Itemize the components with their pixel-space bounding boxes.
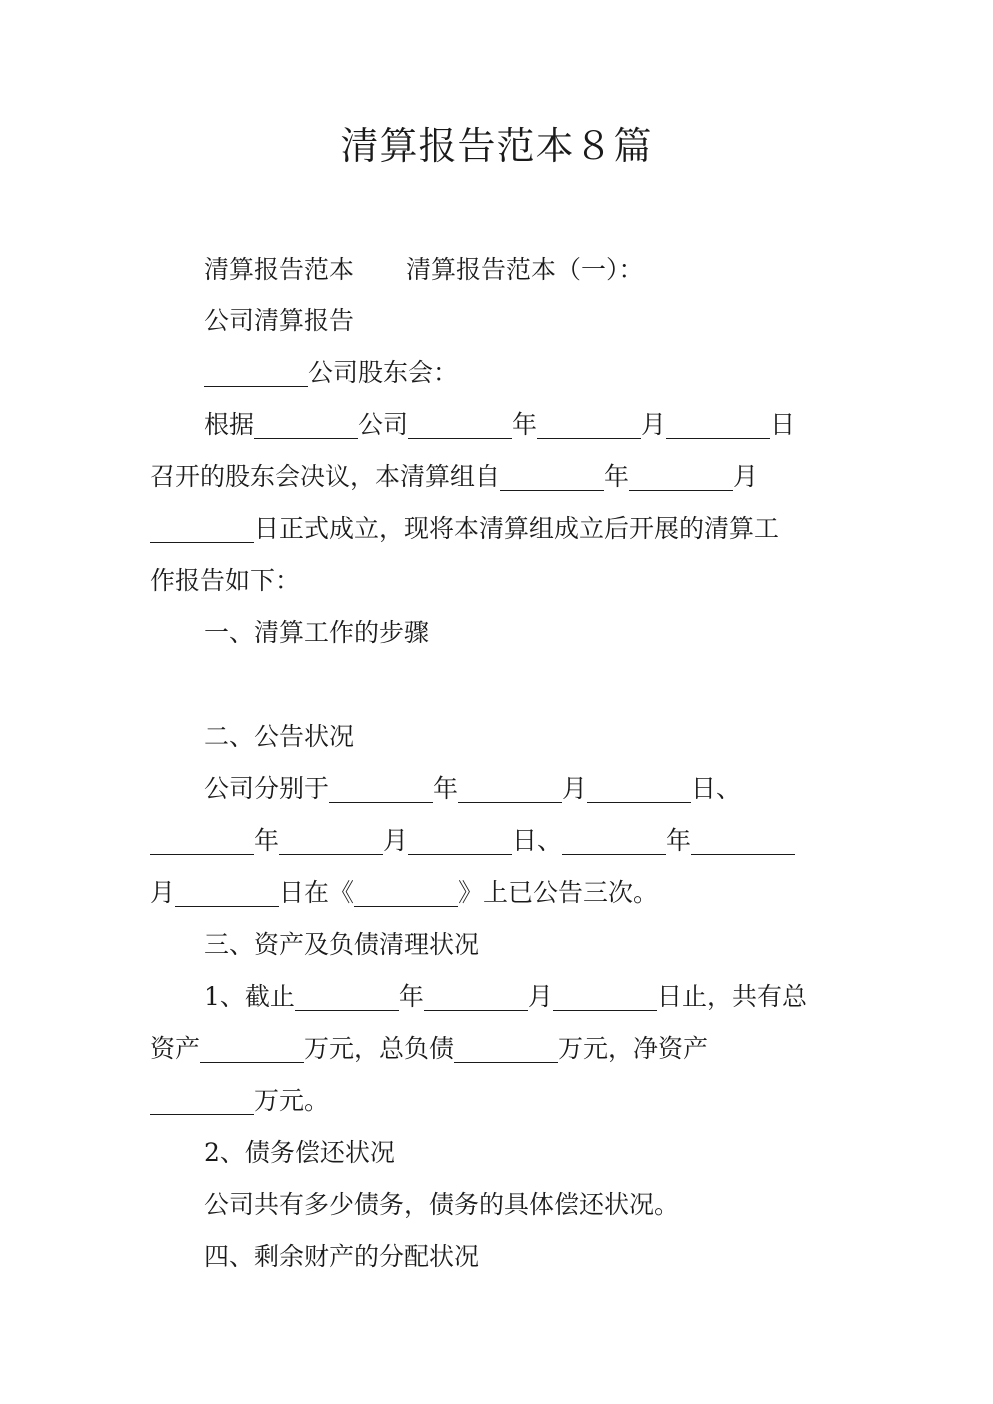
paragraph-line: 公司共有多少债务，债务的具体偿还状况。 <box>204 1190 680 1219</box>
paragraph-line: 作报告如下： <box>150 566 301 595</box>
paragraph-line <box>150 821 840 861</box>
text: 根据 <box>204 410 255 439</box>
text: 月 <box>383 826 409 855</box>
text: 日 <box>770 410 796 439</box>
blank-field <box>666 408 770 439</box>
section-heading-4: 四、剩余财产的分配状况 <box>204 1242 480 1271</box>
text: 月 <box>562 774 588 803</box>
paragraph-line <box>204 405 894 445</box>
paragraph-line <box>150 1081 840 1121</box>
intro-text-a: 清算报告范本 <box>204 255 355 284</box>
text: 公司分别于 <box>204 774 330 803</box>
blank-field <box>204 356 308 387</box>
paragraph-line <box>150 873 840 913</box>
section-heading-2: 二、公告状况 <box>204 722 355 751</box>
blank-field <box>562 824 666 855</box>
text: 万元。 <box>254 1086 330 1115</box>
blank-field <box>150 1084 254 1115</box>
addressee-text: 公司股东会： <box>308 358 459 387</box>
document-title: 清算报告范本８篇 <box>340 124 653 168</box>
blank-field <box>537 408 641 439</box>
text: 月 <box>527 982 553 1011</box>
text: 年 <box>254 826 280 855</box>
section-heading-3: 三、资产及负债清理状况 <box>204 930 480 959</box>
addressee-line <box>204 353 894 393</box>
blank-field <box>424 980 528 1011</box>
text: 年 <box>433 774 459 803</box>
blank-field <box>150 512 254 543</box>
text: 日正式成立，现将本清算组成立后开展的清算工 <box>254 514 780 543</box>
text: 资产 <box>150 1034 201 1063</box>
text: 月 <box>150 878 176 907</box>
text: 日、 <box>691 774 742 803</box>
blank-field <box>254 408 358 439</box>
text: 年 <box>604 462 630 491</box>
text: 年 <box>666 826 692 855</box>
text: 万元，总负债 <box>304 1034 455 1063</box>
paragraph-line <box>150 457 840 497</box>
text: 月 <box>641 410 667 439</box>
subsection-heading: 2、债务偿还状况 <box>204 1138 395 1167</box>
section-heading-1: 一、清算工作的步骤 <box>204 618 430 647</box>
text: 万元，净资产 <box>558 1034 709 1063</box>
intro-text-b: 清算报告范本（一）： <box>406 255 644 284</box>
blank-field <box>279 824 383 855</box>
blank-field <box>691 824 795 855</box>
blank-field <box>408 408 512 439</box>
intro-line <box>204 250 894 290</box>
text: 1、截止 <box>204 982 295 1011</box>
text: 公司 <box>358 410 409 439</box>
blank-field <box>354 876 458 907</box>
blank-field <box>200 1032 304 1063</box>
blank-field <box>500 460 604 491</box>
blank-field <box>629 460 733 491</box>
text: 日、 <box>512 826 563 855</box>
blank-field <box>175 876 279 907</box>
paragraph-line <box>204 769 894 809</box>
text: 日在《 <box>279 878 355 907</box>
paragraph-line <box>204 977 894 1017</box>
text: 召开的股东会决议，本清算组自 <box>150 462 501 491</box>
blank-field <box>329 772 433 803</box>
text: 年 <box>398 982 424 1011</box>
blank-field <box>587 772 691 803</box>
text: 月 <box>733 462 759 491</box>
text: 年 <box>512 410 538 439</box>
blank-field <box>454 1032 558 1063</box>
blank-field <box>150 824 254 855</box>
text: 》上已公告三次。 <box>458 878 659 907</box>
blank-field <box>408 824 512 855</box>
blank-field <box>295 980 399 1011</box>
blank-field <box>458 772 562 803</box>
paragraph-line <box>150 509 840 549</box>
text: 日止，共有总 <box>656 982 807 1011</box>
report-heading: 公司清算报告 <box>204 306 355 335</box>
paragraph-line <box>150 1029 840 1069</box>
blank-field <box>553 980 657 1011</box>
